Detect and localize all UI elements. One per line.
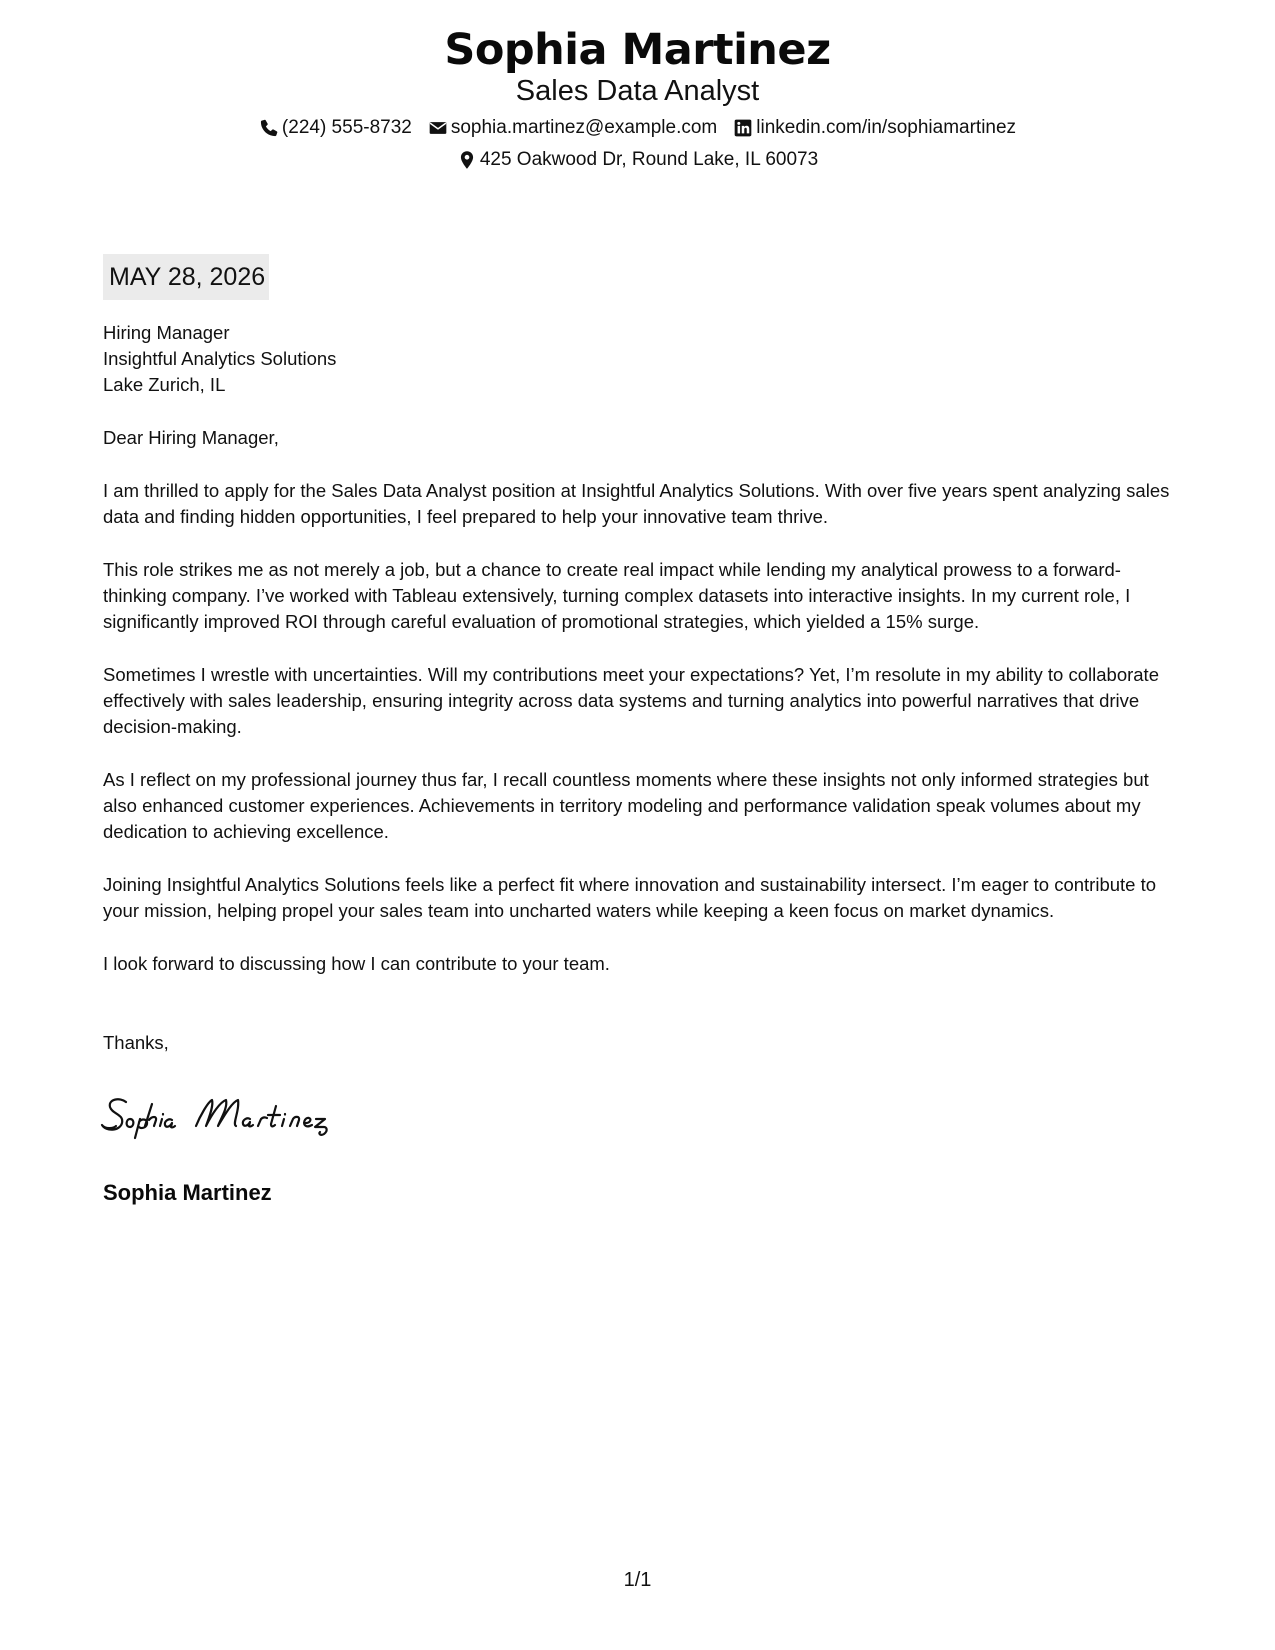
address-text: 425 Oakwood Dr, Round Lake, IL 60073	[479, 149, 819, 170]
address-contact	[457, 148, 818, 172]
closing-line: I look forward to discussing how I can contribute to your team.	[103, 953, 610, 974]
body-paragraph: As I reflect on my professional journey thus far, I recall countless moments where these insights not only informed strategies but also enhanced customer experiences. Achievements in territory modeling and performance validation speak volumes about my dedication to achieving excellence.	[103, 769, 1149, 842]
address-row	[0, 148, 1275, 172]
linkedin-contact[interactable]	[733, 116, 1016, 140]
body-paragraph: Joining Insightful Analytics Solutions feels like a perfect fit where innovation and sustainability intersect. I’m eager to contribute to your mission, helping propel your sales team into uncharted waters while keeping a keen focus on market dynamics.	[103, 874, 1157, 921]
body-paragraph: This role strikes me as not merely a job, but a chance to create real impact while lending my analytical prowess to a forward-thinking company. I’ve worked with Tableau extensively, turning complex datasets into interactive insights. In my current role, I significantly improved ROI through careful evaluation of promotional strategies, which yielded a 15% surge.	[103, 559, 1131, 632]
recipient-title: Hiring Manager	[103, 322, 230, 343]
applicant-name: Sophia Martinez	[444, 25, 831, 75]
map-marker-icon	[457, 150, 477, 170]
email-contact[interactable]	[428, 116, 717, 140]
signoff: Thanks,	[103, 1032, 169, 1053]
signer-name: Sophia Martinez	[103, 1180, 272, 1205]
body-paragraph: Sometimes I wrestle with uncertainties. Will my contributions meet your expectations? Yet, I’m resolute in my ability to collaborate effectively with sales leadership, ensuring integrity across data systems and turning analytics into powerful narratives that drive decision-making.	[103, 664, 1159, 737]
letter-header	[0, 24, 1275, 172]
linkedin-icon	[733, 118, 753, 138]
recipient-block	[103, 320, 1175, 398]
email-text: sophia.martinez@example.com	[450, 117, 718, 138]
salutation: Dear Hiring Manager,	[103, 427, 279, 448]
body-paragraph: I am thrilled to apply for the Sales Data Analyst position at Insightful Analytics Solutions. With over five years spent analyzing sales data and finding hidden opportunities, I feel prepared to help your innovative team thrive.	[103, 480, 1170, 527]
letter-date: MAY 28, 2026	[103, 254, 269, 300]
phone-contact	[259, 116, 412, 140]
recipient-company: Insightful Analytics Solutions	[103, 348, 337, 369]
applicant-role: Sales Data Analyst	[515, 75, 760, 107]
recipient-location: Lake Zurich, IL	[103, 374, 226, 395]
linkedin-text: linkedin.com/in/sophiamartinez	[756, 117, 1017, 138]
page-number: 1/1	[623, 1569, 652, 1591]
handwritten-signature	[100, 1092, 370, 1140]
envelope-icon	[428, 118, 448, 138]
letter-body	[103, 320, 1175, 1056]
phone-text: (224) 555-8732	[281, 117, 412, 138]
phone-icon	[259, 118, 279, 138]
contact-row	[0, 116, 1275, 140]
